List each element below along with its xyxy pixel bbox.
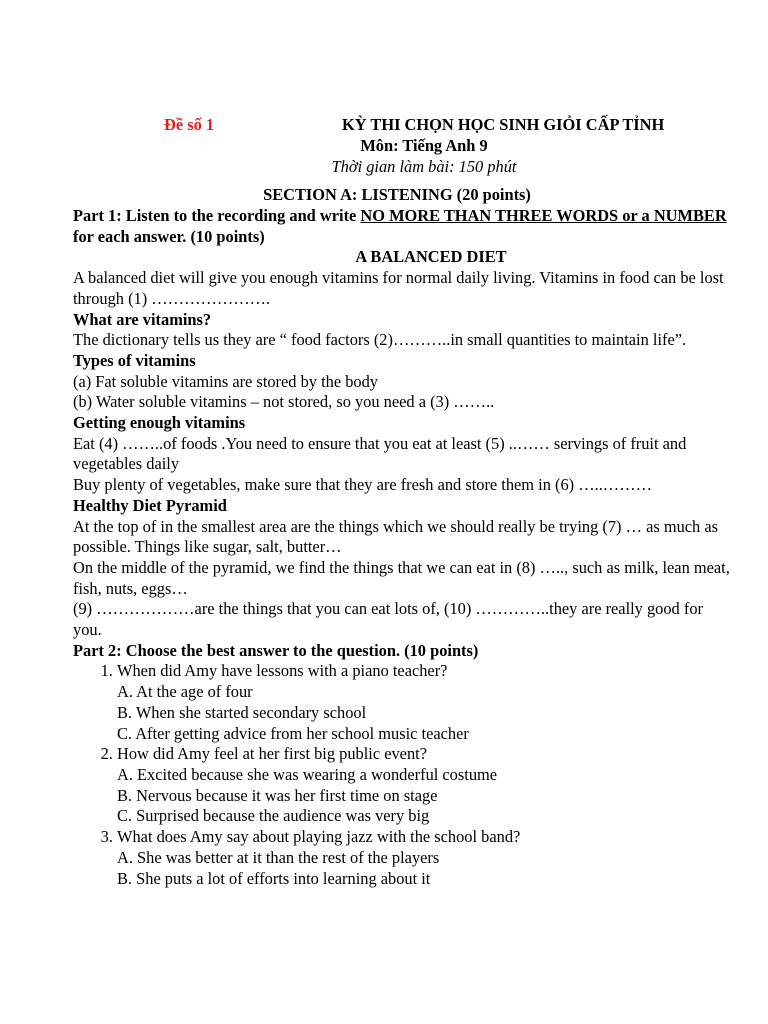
answer-option: B. When she started secondary school xyxy=(117,702,367,722)
paragraph: Eat (4) ……..of foods .You need to ensure that you eat at least (5) ..…… servings of fruit and vegetables daily xyxy=(73,433,687,474)
paragraph: At the top of in the smallest area are the things which we should really be trying (7) … as much as possible. Things like sugar, salt, butter… xyxy=(73,516,718,557)
paragraph: (a) Fat soluble vitamins are stored by the body xyxy=(73,371,378,391)
question-text: When did Amy have lessons with a piano teacher? xyxy=(117,661,448,681)
answer-option: A. At the age of four xyxy=(117,682,253,702)
subheading: Getting enough vitamins xyxy=(73,413,246,433)
paragraph: A balanced diet will give you enough vitamins for normal daily living. Vitamins in food can be lost through (1) …………………. xyxy=(73,268,724,308)
question-list xyxy=(73,661,733,889)
paragraph: (9) ………………are the things that you can eat lots of, (10) …………..they are really good for you. xyxy=(73,599,703,640)
part1-instr-text: Part 1: Listen to the recording and write xyxy=(73,206,361,225)
section-title: SECTION A: LISTENING (20 points) xyxy=(263,185,531,204)
exam-code: Đề số 1 xyxy=(164,115,215,134)
question-text: How did Amy feel at her first big public event? xyxy=(117,744,427,764)
passage-title: A BALANCED DIET xyxy=(355,247,507,267)
answer-option: C. Surprised because the audience was very big xyxy=(117,806,430,826)
answer-option: C. After getting advice from her school music teacher xyxy=(117,723,469,743)
question-text: What does Amy say about playing jazz with the school band? xyxy=(117,827,521,847)
question-item xyxy=(117,661,733,744)
part1-instr-underlined-2: NUMBER xyxy=(653,206,727,225)
answer-option: A. Excited because she was wearing a wonderful costume xyxy=(117,764,498,784)
document-body xyxy=(73,206,733,889)
exam-duration: Thời gian làm bài: 150 phút xyxy=(331,157,517,176)
part1-instr-underlined-1: NO MORE THAN THREE WORDS or a xyxy=(360,206,654,225)
answer-option: B. Nervous because it was her first time on stage xyxy=(117,785,438,805)
subheading: What are vitamins? xyxy=(73,309,212,329)
answer-option: B. She puts a lot of efforts into learning about it xyxy=(117,868,431,888)
subheading: Healthy Diet Pyramid xyxy=(73,495,227,515)
exam-title: KỲ THI CHỌN HỌC SINH GIỎI CẤP TỈNH xyxy=(342,115,665,134)
question-item xyxy=(117,744,733,827)
paragraph: Buy plenty of vegetables, make sure that they are fresh and store them in (6) …..……… xyxy=(73,475,652,495)
paragraph: (b) Water soluble vitamins – not stored, so you need a (3) …….. xyxy=(73,392,495,412)
paragraph: The dictionary tells us they are “ food factors (2)………..in small quantities to maintain life”. xyxy=(73,330,687,350)
exam-subject: Môn: Tiếng Anh 9 xyxy=(360,136,488,155)
subheading: Types of vitamins xyxy=(73,350,196,370)
question-item xyxy=(117,827,733,889)
part1-instructions xyxy=(73,206,733,247)
part1-instr-text-end: for each answer. (10 points) xyxy=(73,226,265,246)
part2-title: Part 2: Choose the best answer to the question. (10 points) xyxy=(73,640,479,660)
answer-option: A. She was better at it than the rest of the players xyxy=(117,847,440,867)
paragraph: On the middle of the pyramid, we find the things that we can eat in (8) ….., such as milk, lean meat, fish, nuts, eggs… xyxy=(73,557,730,598)
